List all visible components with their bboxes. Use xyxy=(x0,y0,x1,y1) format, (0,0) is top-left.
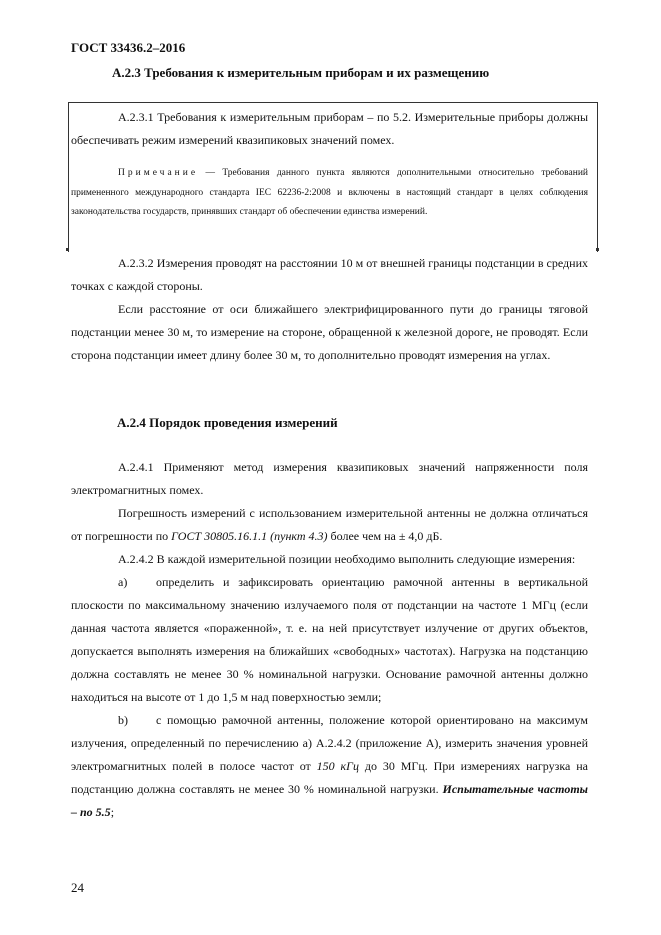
accuracy-text-end: более чем на ± 4,0 дБ. xyxy=(327,529,443,543)
list-item-b-text-start: с помощью рамочной антенны, положение которой ориентировано на максимум излучения, определенный по перечислению а) А.2.4.2 (приложение А), измерить значения уровней электромагнитных полей в полосе частот от xyxy=(71,713,588,773)
test-frequencies-reference: Испытательные частоты – по 5.5 xyxy=(71,782,588,819)
note-dash: — xyxy=(198,168,223,178)
box-corner-mark-right xyxy=(596,248,599,251)
paragraph-a2-3-2: А.2.3.2 Измерения проводят на расстоянии 10 м от внешней границы подстанции в средних точках с каждой стороны. xyxy=(71,256,588,293)
section-a23-body xyxy=(71,252,588,367)
note-block xyxy=(71,164,588,223)
list-marker-b: b) xyxy=(118,713,128,727)
section-a24-body xyxy=(71,456,588,824)
note-label: Примечание xyxy=(118,168,199,178)
paragraph-a2-4-2: А.2.4.2 В каждой измерительной позиции необходимо выполнить следующие измерения: xyxy=(118,552,576,566)
paragraph-accuracy xyxy=(71,502,588,548)
page-number: 24 xyxy=(71,880,84,895)
list-item-b-end: ; xyxy=(110,805,115,819)
box-corner-mark-left xyxy=(66,248,69,251)
frequency-value: 150 кГц xyxy=(316,759,359,773)
list-item-b xyxy=(71,709,588,824)
list-item-b-text-mid: до 30 МГц. При измерениях нагрузка на подстанцию должна составлять не менее 30 % номинальной нагрузки. xyxy=(71,759,588,796)
section-title-a24: А.2.4 Порядок проведения измерений xyxy=(117,415,338,430)
paragraph-distance-condition: Если расстояние от оси ближайшего электрифицированного пути до границы тяговой подстанции менее 30 м, то измерение на стороне, обращенной к железной дороге, не проводят. Если сторона подстанции имеет длину более 30 м, то дополнительно проводят измерения на углах. xyxy=(71,302,588,362)
paragraph-a2-4-1: А.2.4.1 Применяют метод измерения квазипиковых значений напряженности поля электромагнитных помех. xyxy=(71,460,588,497)
standard-reference: ГОСТ 30805.16.1.1 (пункт 4.3) xyxy=(171,529,328,543)
list-item-a-text: определить и зафиксировать ориентацию рамочной антенны в вертикальной плоскости по максимальному значению излучаемого поля от подстанции на частоте 1 МГц (если данная частота является «пораженной», т. е. на ней присутствует излучение от других объектов, допускается выполнять измерения на ближайших «свободных» частотах). Нагрузка на подстанцию должна составлять не менее 30 % номинальной нагрузки. Основание рамочной антенны должно находиться на высоте от 1 до 1,5 м над поверхностью земли; xyxy=(71,575,588,704)
list-item-a xyxy=(71,571,588,709)
document-header: ГОСТ 33436.2–2016 xyxy=(71,40,186,55)
section-title-a23: А.2.3 Требования к измерительным приборам и их размещению xyxy=(112,65,490,80)
paragraph-text: А.2.3.1 Требования к измерительным приборам – по 5.2. Измерительные приборы должны обеспечивать режим измерений квазипиковых значений помех. xyxy=(71,110,588,147)
accuracy-text-start: Погрешность измерений с использованием измерительной антенны не должна отличаться от погрешности по xyxy=(71,506,588,543)
paragraph-a2-3-1 xyxy=(71,106,588,152)
list-marker-a: а) xyxy=(118,575,128,589)
note-paragraph xyxy=(71,164,588,223)
note-text: Требования данного пункта являются дополнительными относительно требований примененного международного стандарта IEC 62236-2:2008 и включены в настоящий стандарт в целях соблюдения законодательства государств, принявших стандарт об обеспечении единства измерений. xyxy=(71,168,588,217)
